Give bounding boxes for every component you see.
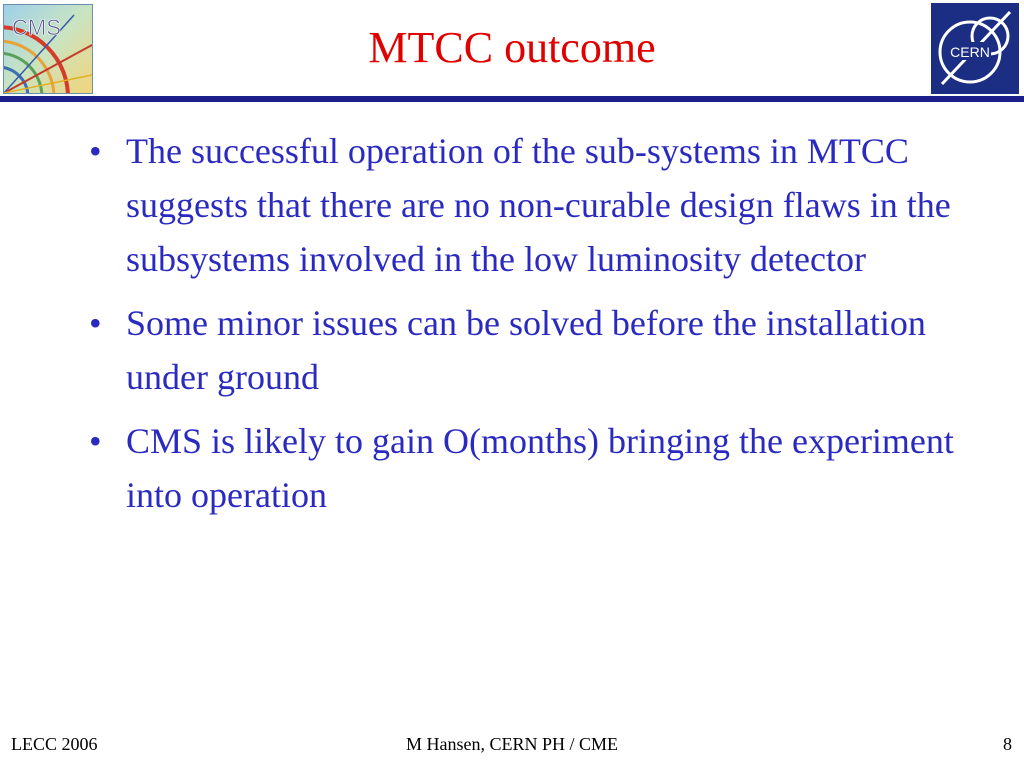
bullet-symbol: •: [89, 131, 102, 171]
title-divider: [0, 96, 1024, 102]
bullet-text: Some minor issues can be solved before the installation under ground: [126, 303, 926, 397]
bullet-symbol: •: [89, 421, 102, 461]
bullet-text: The successful operation of the sub-systems in MTCC suggests that there are no non-curable design flaws in the subsystems involved in the low luminosity detector: [126, 131, 951, 279]
footer-author: M Hansen, CERN PH / CME: [405, 734, 618, 754]
footer-page-number: 8: [1003, 734, 1012, 754]
bullet-item: [86, 414, 956, 522]
cern-logo-text: CERN: [950, 44, 990, 60]
bullet-symbol: •: [89, 303, 102, 343]
cms-logo-text: CMS: [12, 15, 61, 40]
bullet-text: CMS is likely to gain O(months) bringing the experiment into operation: [126, 421, 954, 515]
bullet-item: [86, 124, 956, 286]
footer-event: LECC 2006: [11, 734, 98, 754]
bullet-list: [86, 124, 956, 532]
bullet-item: [86, 296, 956, 404]
slide-title: MTCC outcome: [368, 23, 656, 72]
